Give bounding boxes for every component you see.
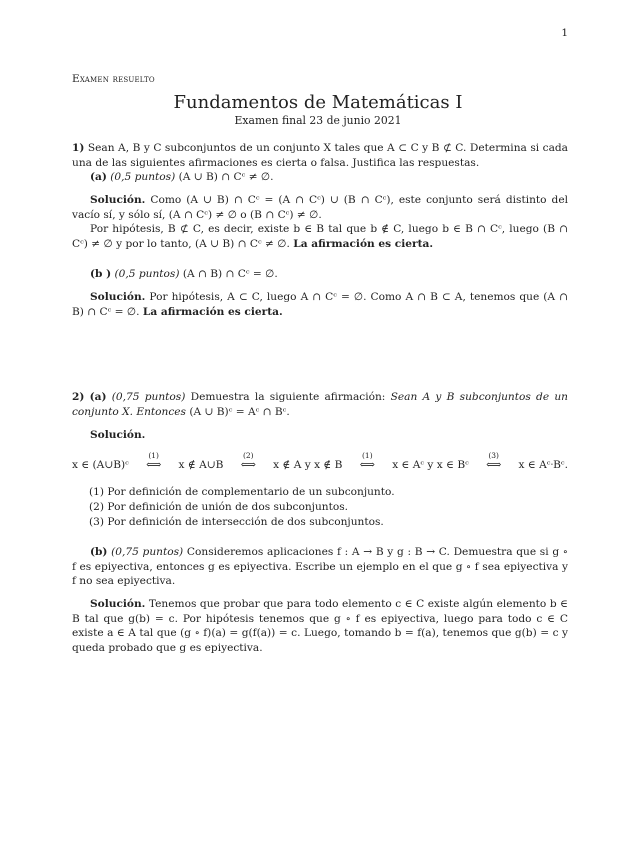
- q1b-points: (0,5 puntos): [114, 268, 180, 280]
- q1a-solution-label: Solución.: [90, 194, 146, 206]
- q1a-item: [72, 170, 568, 185]
- q1a-solution-text: Como (A ∪ B) ∩ Cᶜ = (A ∩ Cᶜ) ∪ (B ∩ Cᶜ), este conjunto será distinto del vacío sí, y sólo sí, (A ∩ Cᶜ) ≠ ∅ o (B ∩ Cᶜ) ≠ ∅.: [72, 194, 568, 221]
- q2a-points: (0,75 puntos): [111, 391, 186, 403]
- q1b-solution: [72, 290, 568, 319]
- q2a-claim: Sean A y B subconjuntos de un conjunto X. Entonces: [72, 391, 568, 418]
- q2b-solution-label: Solución.: [90, 598, 146, 610]
- footnote-3: (3) Por definición de intersección de dos subconjuntos.: [89, 516, 384, 528]
- q1a-solution-text-2: Por hipótesis, B ⊄ C, es decir, existe b ∈ B tal que b ∉ C, luego b ∈ B ∩ Cᶜ, luego (B ∩ Cᶜ) ≠ ∅ y por lo tanto, (A ∪ B) ∩ Cᶜ ≠ ∅.: [72, 223, 568, 250]
- chain-step-3: x ∉ A y x ∉ B: [273, 459, 343, 471]
- q1a-points: (0,5 puntos): [110, 171, 176, 183]
- equiv-arrow-2: [240, 451, 256, 473]
- q1b-label: (b ): [90, 268, 112, 280]
- arrow-glyph-2: ⟺: [240, 459, 256, 471]
- page-number: 1: [561, 27, 568, 39]
- q1a-solution-cont: [72, 222, 568, 251]
- q1b-solution-text: Por hipótesis, A ⊂ C, luego A ∩ Cᶜ = ∅. Como A ∩ B ⊂ A, tenemos que (A ∩ B) ∩ Cᶜ = ∅.: [72, 291, 568, 318]
- q2b-item: [72, 545, 568, 589]
- q2b-solution-text: Tenemos que probar que para todo elemento c ∈ C existe algún elemento b ∈ B tal que g(b) = c. Por hipótesis tenemos que g ∘ f es epiyectiva, luego para todo c ∈ C existe a ∈ A tal que (g ∘ f)(a) = g(f(a)) = c. Luego, tomando b = f(a), tenemos que g(b) = c y queda probado que g es epiyectiva.: [72, 598, 568, 654]
- arrow-ref-2: (2): [242, 451, 254, 460]
- chain-step-1: x ∈ (A∪B)ᶜ: [72, 459, 129, 471]
- q1b-formula: (A ∩ B) ∩ Cᶜ = ∅.: [182, 268, 278, 280]
- q1a-label: (a): [90, 171, 107, 183]
- q1a-formula: (A ∪ B) ∩ Cᶜ ≠ ∅.: [178, 171, 274, 183]
- q1-statement: [72, 141, 568, 170]
- q2a-text: Demuestra la siguiente afirmación:: [190, 391, 386, 403]
- q1a-solution: [72, 193, 568, 222]
- arrow-glyph-3: ⟺: [359, 459, 375, 471]
- arrow-ref-3: (1): [362, 451, 373, 460]
- q1-number: 1): [72, 142, 85, 154]
- arrow-ref-1: (1): [148, 451, 159, 460]
- equiv-arrow-3: [359, 451, 375, 473]
- q2b-solution: [72, 597, 568, 655]
- chain-step-5: x ∈ AᶜᐧBᶜ.: [518, 459, 568, 471]
- q2a-formula: (A ∪ B)ᶜ = Aᶜ ∩ Bᶜ.: [189, 405, 290, 418]
- q2a-solution-label-text: Solución.: [90, 429, 146, 441]
- q2a-label: (a): [89, 391, 107, 403]
- q1-statement-text: Sean A, B y C subconjuntos de un conjunto X tales que A ⊂ C y B ⊄ C. Determina si cada una de las siguientes afirmaciones es cierta o falsa. Justifica las respuestas.: [72, 142, 568, 169]
- footnote-1: (1) Por definición de complementario de un subconjunto.: [89, 486, 395, 498]
- running-header: Examen resuelto: [72, 73, 155, 85]
- q1b-item: [72, 267, 568, 282]
- arrow-ref-4: (3): [488, 451, 499, 460]
- page-title: Fundamentos de Matemáticas I: [173, 92, 463, 113]
- chain-step-2: x ∉ A∪B: [178, 459, 224, 471]
- page-subtitle: Examen final 23 de junio 2021: [234, 114, 402, 127]
- arrow-glyph-1: ⟺: [146, 459, 162, 471]
- q2b-text: Consideremos aplicaciones f : A → B y g : B → C. Demuestra que si g ∘ f es epiyectiva, entonces g es epiyectiva. Escribe un ejemplo en el que g ∘ f sea epiyectiva y f no sea epiyectiva.: [72, 546, 568, 588]
- equiv-arrow-4: [486, 451, 502, 473]
- chain-step-4: x ∈ Aᶜ y x ∈ Bᶜ: [392, 459, 469, 471]
- q2b-label: (b): [90, 546, 108, 558]
- q1b-solution-label: Solución.: [90, 291, 146, 303]
- equiv-arrow-1: [146, 451, 162, 473]
- q2a-solution-label: [72, 428, 568, 443]
- q1b-conclusion: La afirmación es cierta.: [142, 305, 283, 318]
- q1a-conclusion: La afirmación es cierta.: [293, 237, 434, 250]
- equivalence-chain: [72, 451, 568, 473]
- q2a-item: [72, 390, 568, 419]
- arrow-glyph-4: ⟺: [486, 459, 502, 471]
- footnote-2: (2) Por definición de unión de dos subconjuntos.: [89, 501, 349, 513]
- q2b-points: (0,75 puntos): [111, 546, 184, 558]
- q2-number: 2): [72, 391, 85, 403]
